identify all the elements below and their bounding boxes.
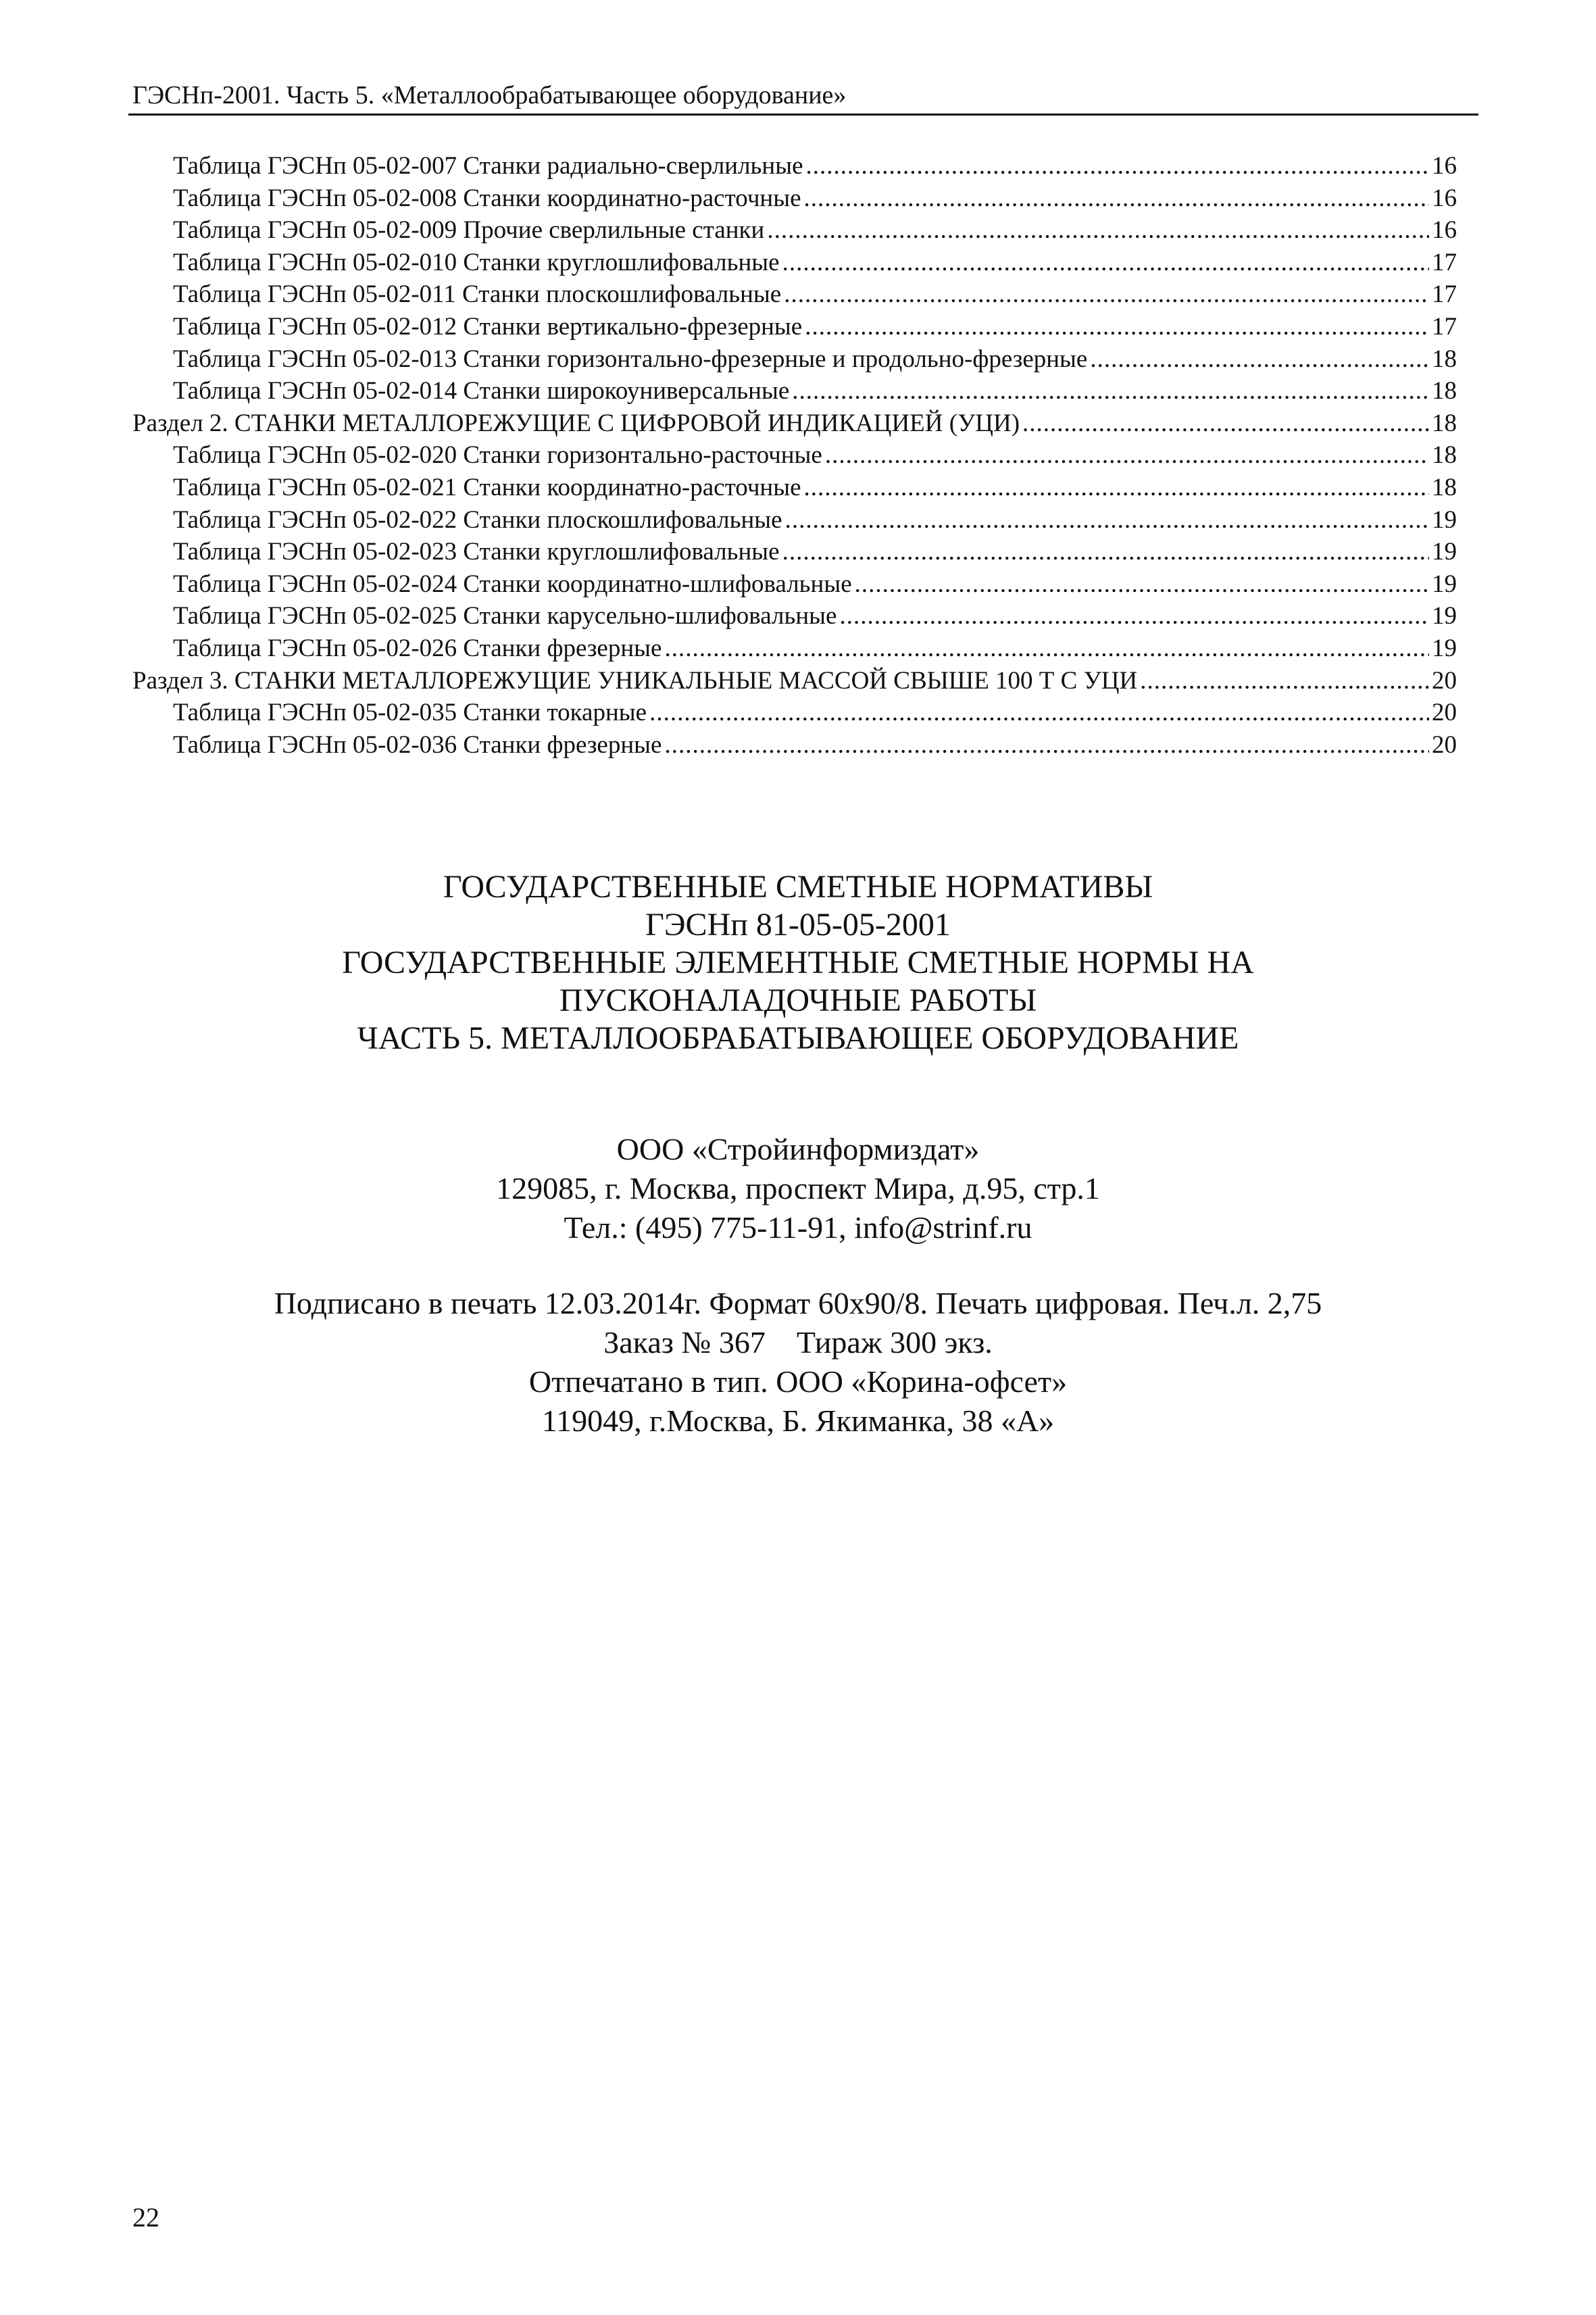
imprint-order: Заказ № 367 Тираж 300 экз. <box>603 1325 993 1360</box>
toc-dot-leader <box>782 247 1429 279</box>
toc-entry-page: 17 <box>1432 280 1457 309</box>
toc-dot-leader <box>1090 343 1429 376</box>
imprint-signed: Подписано в печать 12.03.2014г. Формат 60х90/8. Печать цифровая. Печ.л. 2,75 <box>274 1286 1322 1320</box>
toc-entry-page: 16 <box>1432 216 1457 245</box>
toc-table-entry <box>132 632 1457 665</box>
toc-dot-leader <box>855 568 1429 601</box>
running-header: ГЭСНп-2001. Часть 5. «Металлообрабатывающее оборудование» <box>132 81 847 109</box>
toc-entry-title: Таблица ГЭСНп 05-02-012 Станки вертикально-фрезерные <box>173 312 803 341</box>
toc-dot-leader <box>792 375 1429 407</box>
toc-entry-title: Раздел 3. СТАНКИ МЕТАЛЛОРЕЖУЩИЕ УНИКАЛЬНЫЕ МАССОЙ СВЫШЕ 100 Т С УЦИ <box>132 666 1138 695</box>
toc-dot-leader <box>785 504 1429 537</box>
toc-entry-page: 19 <box>1432 634 1457 662</box>
toc-entry-page: 19 <box>1432 505 1457 534</box>
title-line-2: ГЭСНп 81-05-05-2001 <box>645 907 951 943</box>
toc-dot-leader <box>664 729 1429 762</box>
toc-dot-leader <box>649 697 1429 729</box>
toc-entry-page: 16 <box>1432 184 1457 212</box>
toc-table-entry <box>132 343 1457 376</box>
toc-entry-title: Таблица ГЭСНп 05-02-024 Станки координатно-шлифовальные <box>173 570 852 598</box>
imprint-block <box>0 1284 1596 1441</box>
page-number: 22 <box>132 2202 159 2233</box>
toc-dot-leader <box>804 472 1429 504</box>
toc-dot-leader <box>825 439 1429 472</box>
toc-entry-page: 20 <box>1432 730 1457 759</box>
header-rule <box>128 114 1478 116</box>
toc-entry-page: 18 <box>1432 441 1457 470</box>
toc-table-entry <box>132 697 1457 729</box>
toc-entry-page: 18 <box>1432 473 1457 501</box>
toc-entry-page: 17 <box>1432 312 1457 341</box>
toc-entry-title: Таблица ГЭСНп 05-02-010 Станки круглошлифовальные <box>173 248 780 276</box>
toc-table-entry <box>132 472 1457 504</box>
toc-entry-title: Раздел 2. СТАНКИ МЕТАЛЛОРЕЖУЩИЕ С ЦИФРОВОЙ ИНДИКАЦИЕЙ (УЦИ) <box>132 409 1020 437</box>
toc-dot-leader <box>782 536 1429 568</box>
publisher-name: ООО «Стройинформиздат» <box>616 1132 980 1166</box>
toc-entry-title: Таблица ГЭСНп 05-02-026 Станки фрезерные <box>173 634 662 662</box>
toc-entry-page: 20 <box>1432 699 1457 727</box>
toc-table-entry <box>132 536 1457 568</box>
toc-entry-title: Таблица ГЭСНп 05-02-020 Станки горизонтально-расточные <box>173 441 822 470</box>
toc-entry-page: 20 <box>1432 666 1457 695</box>
toc-entry-page: 17 <box>1432 248 1457 276</box>
toc-table-entry <box>132 600 1457 632</box>
toc-table-entry <box>132 247 1457 279</box>
toc-entry-page: 19 <box>1432 538 1457 566</box>
title-line-4: ПУСКОНАЛАДОЧНЫЕ РАБОТЫ <box>559 982 1037 1018</box>
publisher-address: 129085, г. Москва, проспект Мира, д.95, стр.1 <box>496 1171 1100 1205</box>
toc-dot-leader <box>839 600 1429 632</box>
toc-entry-page: 19 <box>1432 570 1457 598</box>
toc-entry-page: 18 <box>1432 409 1457 437</box>
toc-entry-title: Таблица ГЭСНп 05-02-011 Станки плоскошлифовальные <box>173 280 782 309</box>
toc-dot-leader <box>1140 665 1429 697</box>
toc-table-entry <box>132 568 1457 601</box>
toc-entry-page: 16 <box>1432 152 1457 180</box>
imprint-printed-by: Отпечатано в тип. ООО «Корина-офсет» <box>528 1364 1068 1399</box>
toc-table-entry <box>132 311 1457 343</box>
toc-table-entry <box>132 439 1457 472</box>
publisher-contacts: Тел.: (495) 775-11-91, info@strinf.ru <box>564 1210 1032 1245</box>
toc-entry-title: Таблица ГЭСНп 05-02-014 Станки широкоуниверсальные <box>173 377 790 405</box>
publisher-block <box>0 1130 1596 1247</box>
table-of-contents <box>132 150 1457 761</box>
toc-entry-title: Таблица ГЭСНп 05-02-021 Станки координатно-расточные <box>173 473 801 501</box>
toc-table-entry <box>132 504 1457 537</box>
title-line-5: ЧАСТЬ 5. МЕТАЛЛООБРАБАТЫВАЮЩЕЕ ОБОРУДОВАНИЕ <box>357 1020 1239 1056</box>
toc-dot-leader <box>767 214 1429 247</box>
toc-entry-title: Таблица ГЭСНп 05-02-023 Станки круглошлифовальные <box>173 538 780 566</box>
toc-entry-page: 18 <box>1432 377 1457 405</box>
toc-entry-title: Таблица ГЭСНп 05-02-008 Станки координатно-расточные <box>173 184 801 212</box>
toc-entry-title: Таблица ГЭСНп 05-02-007 Станки радиально-сверлильные <box>173 152 803 180</box>
toc-dot-leader <box>1022 407 1429 440</box>
toc-entry-title: Таблица ГЭСНп 05-02-025 Станки карусельно-шлифовальные <box>173 602 837 630</box>
imprint-printer-address: 119049, г.Москва, Б. Якиманка, 38 «А» <box>541 1403 1055 1438</box>
toc-entry-title: Таблица ГЭСНп 05-02-022 Станки плоскошлифовальные <box>173 505 782 534</box>
toc-section-entry <box>132 665 1457 697</box>
toc-table-entry <box>132 278 1457 311</box>
toc-dot-leader <box>784 278 1429 311</box>
toc-dot-leader <box>804 182 1429 215</box>
toc-entry-page: 18 <box>1432 345 1457 373</box>
toc-entry-title: Таблица ГЭСНп 05-02-035 Станки токарные <box>173 699 647 727</box>
toc-section-entry <box>132 407 1457 440</box>
toc-dot-leader <box>664 632 1429 665</box>
title-block <box>0 868 1596 1057</box>
toc-table-entry <box>132 150 1457 182</box>
toc-entry-title: Таблица ГЭСНп 05-02-013 Станки горизонтально-фрезерные и продольно-фрезерные <box>173 345 1088 373</box>
toc-entry-title: Таблица ГЭСНп 05-02-009 Прочие сверлильные станки <box>173 216 765 245</box>
toc-dot-leader <box>806 150 1429 182</box>
toc-table-entry <box>132 182 1457 215</box>
toc-table-entry <box>132 375 1457 407</box>
toc-entry-page: 19 <box>1432 602 1457 630</box>
toc-entry-title: Таблица ГЭСНп 05-02-036 Станки фрезерные <box>173 730 662 759</box>
toc-dot-leader <box>805 311 1429 343</box>
title-line-3: ГОСУДАРСТВЕННЫЕ ЭЛЕМЕНТНЫЕ СМЕТНЫЕ НОРМЫ НА <box>342 945 1254 980</box>
title-line-1: ГОСУДАРСТВЕННЫЕ СМЕТНЫЕ НОРМАТИВЫ <box>443 869 1153 905</box>
toc-table-entry <box>132 729 1457 762</box>
toc-table-entry <box>132 214 1457 247</box>
